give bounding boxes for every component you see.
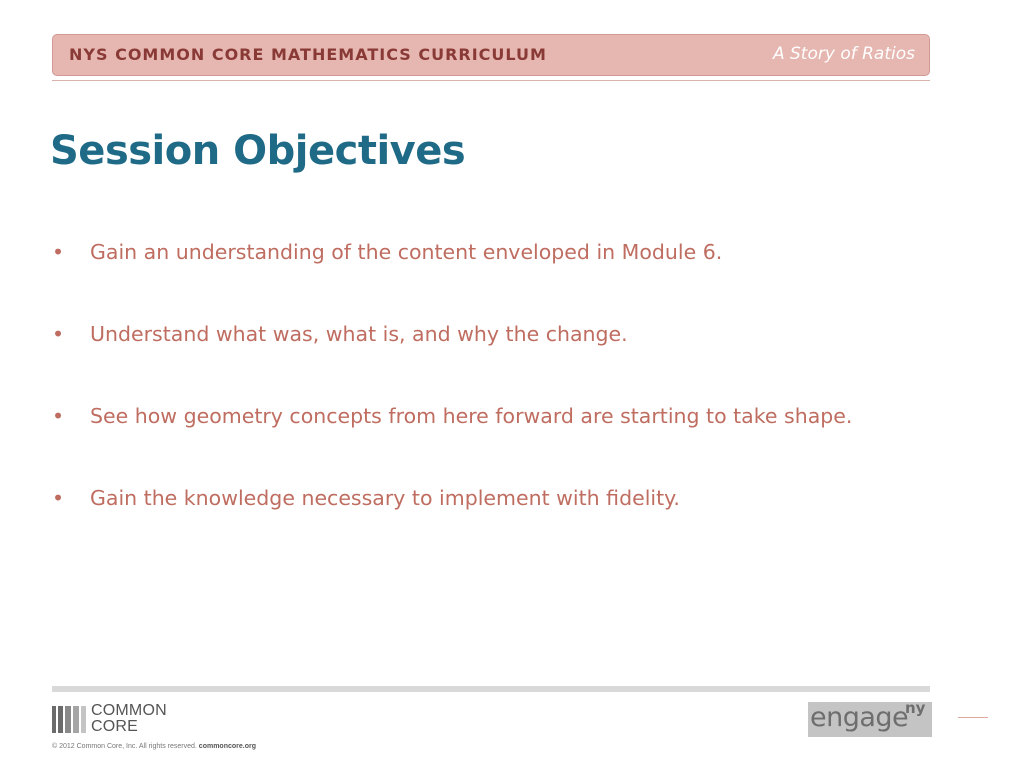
common-core-line2: CORE <box>91 718 139 735</box>
side-tick-mark <box>958 717 988 718</box>
common-core-wordmark <box>91 703 211 735</box>
footer-divider <box>52 686 930 692</box>
engageny-logo <box>808 699 932 737</box>
bullet-icon: • <box>52 240 65 264</box>
bullet-text: See how geometry concepts from here forward are starting to take shape. <box>90 404 853 428</box>
header-title: NYS COMMON CORE MATHEMATICS CURRICULUM <box>69 45 547 64</box>
bullet-text: Gain an understanding of the content enveloped in Module 6. <box>90 240 723 264</box>
header-bar <box>52 34 930 76</box>
copyright-text <box>52 743 256 750</box>
header-divider <box>52 80 930 81</box>
common-core-line1: COMMON <box>91 702 167 719</box>
slide-title: Session Objectives <box>50 128 466 174</box>
common-core-logo-icon <box>52 706 86 733</box>
bullet-icon: • <box>52 322 65 346</box>
engage-ny-superscript: ny <box>905 699 926 717</box>
bullet-text: Understand what was, what is, and why the change. <box>90 322 628 346</box>
bullet-icon: • <box>52 486 65 510</box>
copyright-notice: © 2012 Common Core, Inc. All rights reserved. <box>52 743 197 750</box>
bullet-text: Gain the knowledge necessary to implement with fidelity. <box>90 486 680 510</box>
engage-wordmark: engage <box>810 702 909 733</box>
bullet-icon: • <box>52 404 65 428</box>
site-link[interactable]: commoncore.org <box>198 743 256 750</box>
header-subtitle: A Story of Ratios <box>772 44 915 64</box>
